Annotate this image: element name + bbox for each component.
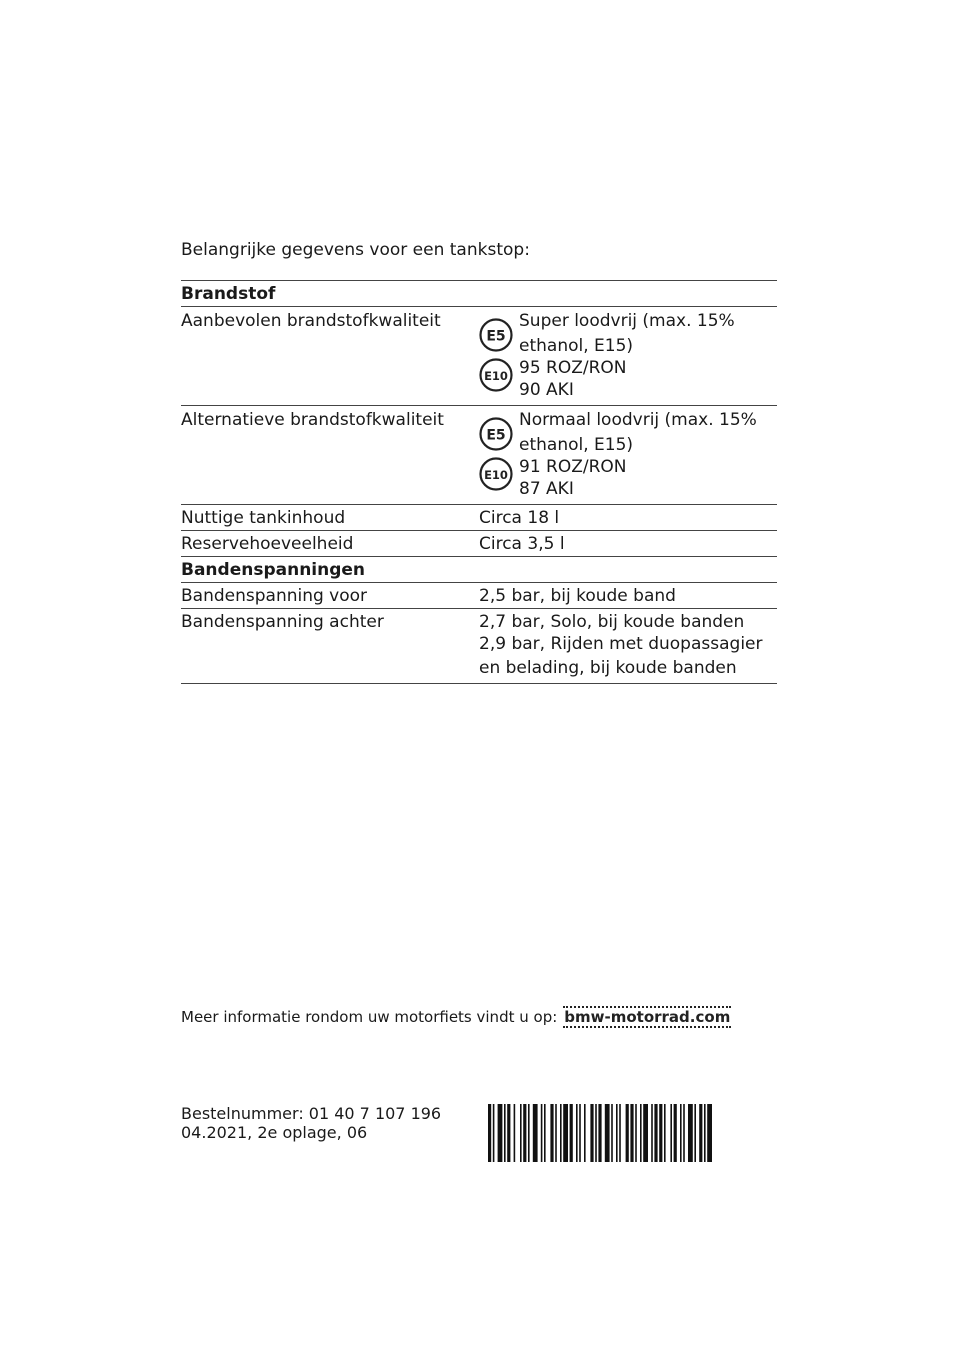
row-label: Reservehoeveelheid	[181, 534, 354, 554]
barcode-bar	[605, 1104, 610, 1162]
fuel-line: 95 ROZ/RON	[519, 358, 627, 378]
barcode-bar	[544, 1104, 546, 1162]
barcode-bar	[688, 1104, 693, 1162]
table-row-tank-capacity	[181, 505, 777, 531]
table-row-rear-pressure	[181, 609, 777, 684]
barcode-bar	[498, 1104, 503, 1162]
barcode-bar	[659, 1104, 662, 1162]
barcode-bar	[550, 1104, 553, 1162]
row-value	[479, 408, 777, 500]
fuel-line: ethanol, E15)	[519, 336, 634, 356]
row-value	[479, 610, 777, 679]
barcode-bar	[493, 1104, 495, 1162]
row-label: Alternatieve brandstofkwaliteit	[181, 410, 444, 430]
barcode-bar	[635, 1104, 637, 1162]
fuel-line: ethanol, E15)	[519, 435, 634, 455]
barcode-bar	[579, 1104, 581, 1162]
badge-label: E10	[484, 468, 508, 482]
section-title: Brandstof	[181, 284, 276, 304]
section-header-fuel	[181, 281, 777, 307]
fuel-line: 87 AKI	[519, 479, 574, 499]
barcode-bar	[570, 1104, 573, 1162]
barcode-bar	[507, 1104, 510, 1162]
barcode-bar	[694, 1104, 696, 1162]
row-value: Circa 3,5 l	[479, 534, 565, 554]
barcode-bar	[541, 1104, 543, 1162]
fuel-line: 91 ROZ/RON	[519, 457, 627, 477]
table-row-front-pressure	[181, 583, 777, 609]
order-info	[181, 1104, 441, 1142]
barcode-bar	[630, 1104, 633, 1162]
row-label: Nuttige tankinhoud	[181, 508, 346, 528]
fuel-line: 90 AKI	[519, 380, 574, 400]
order-number: Bestelnummer: 01 40 7 107 196	[181, 1104, 442, 1123]
barcode-bar	[619, 1104, 621, 1162]
row-value: 2,5 bar, bij koude band	[479, 586, 676, 606]
e5-fuel-badge-icon	[479, 318, 513, 352]
fuel-badges	[479, 310, 519, 401]
pressure-line: 2,9 bar, Rijden met duopassagier	[479, 634, 763, 654]
barcode-bar	[514, 1104, 516, 1162]
fuel-line: Normaal loodvrij (max. 15%	[519, 410, 757, 430]
website-link[interactable]: bmw-motorrad.com	[564, 1008, 731, 1026]
badge-label: E5	[486, 427, 506, 444]
barcode-bar	[707, 1104, 712, 1162]
section-header-tyres	[181, 557, 777, 583]
barcode-bar	[654, 1104, 657, 1162]
barcode-bar	[640, 1104, 642, 1162]
table-row-alternative-fuel	[181, 406, 777, 505]
table-row-reserve	[181, 531, 777, 557]
barcode-bar	[616, 1104, 618, 1162]
barcode-bar	[680, 1104, 682, 1162]
barcode-bar	[555, 1104, 557, 1162]
barcode-bar	[590, 1104, 593, 1162]
barcode-bar	[595, 1104, 597, 1162]
pressure-line: 2,7 bar, Solo, bij koude banden	[479, 612, 745, 632]
row-label: Bandenspanning achter	[181, 612, 384, 632]
barcode-bar	[626, 1104, 629, 1162]
fuel-quality-text	[519, 310, 777, 401]
barcode-icon	[486, 1104, 776, 1162]
fuel-line: Super loodvrij (max. 15%	[519, 311, 735, 331]
barcode-bar	[683, 1104, 685, 1162]
barcode-bar	[674, 1104, 677, 1162]
barcode-bar	[670, 1104, 672, 1162]
pressure-line: en belading, bij koude banden	[479, 658, 737, 678]
barcode-bar	[704, 1104, 706, 1162]
badge-label: E5	[486, 328, 506, 345]
e10-fuel-badge-icon	[479, 358, 513, 392]
e10-fuel-badge-icon	[479, 457, 513, 491]
barcode-bar	[664, 1104, 666, 1162]
section-title: Bandenspanningen	[181, 560, 366, 580]
row-label: Aanbevolen brandstofkwaliteit	[181, 311, 441, 331]
barcode-bar	[520, 1104, 522, 1162]
barcode-bar	[651, 1104, 653, 1162]
barcode-bar	[504, 1104, 506, 1162]
row-label: Bandenspanning voor	[181, 586, 368, 606]
refuel-data-table	[181, 280, 777, 684]
barcode-bar	[533, 1104, 538, 1162]
fuel-badges	[479, 409, 519, 500]
e5-fuel-badge-icon	[479, 417, 513, 451]
barcode-bar	[598, 1104, 601, 1162]
table-row-recommended-fuel	[181, 307, 777, 406]
row-value	[479, 309, 777, 401]
barcode-bar	[584, 1104, 586, 1162]
barcode-bar	[528, 1104, 530, 1162]
row-value: Circa 18 l	[479, 508, 560, 528]
more-info-line	[181, 1008, 731, 1026]
barcode-bar	[611, 1104, 613, 1162]
fuel-quality-text	[519, 409, 777, 500]
barcode-bar	[488, 1104, 491, 1162]
barcode-bar	[643, 1104, 648, 1162]
edition-info: 04.2021, 2e oplage, 06	[181, 1123, 368, 1142]
intro-text: Belangrijke gegevens voor een tankstop:	[181, 240, 530, 260]
barcode-bar	[563, 1104, 568, 1162]
barcode-bar	[576, 1104, 578, 1162]
barcode-bar	[523, 1104, 526, 1162]
barcode-bar	[560, 1104, 562, 1162]
barcode-bar	[699, 1104, 702, 1162]
badge-label: E10	[484, 369, 508, 383]
more-info-text: Meer informatie rondom uw motorfiets vindt u op:	[181, 1008, 558, 1026]
